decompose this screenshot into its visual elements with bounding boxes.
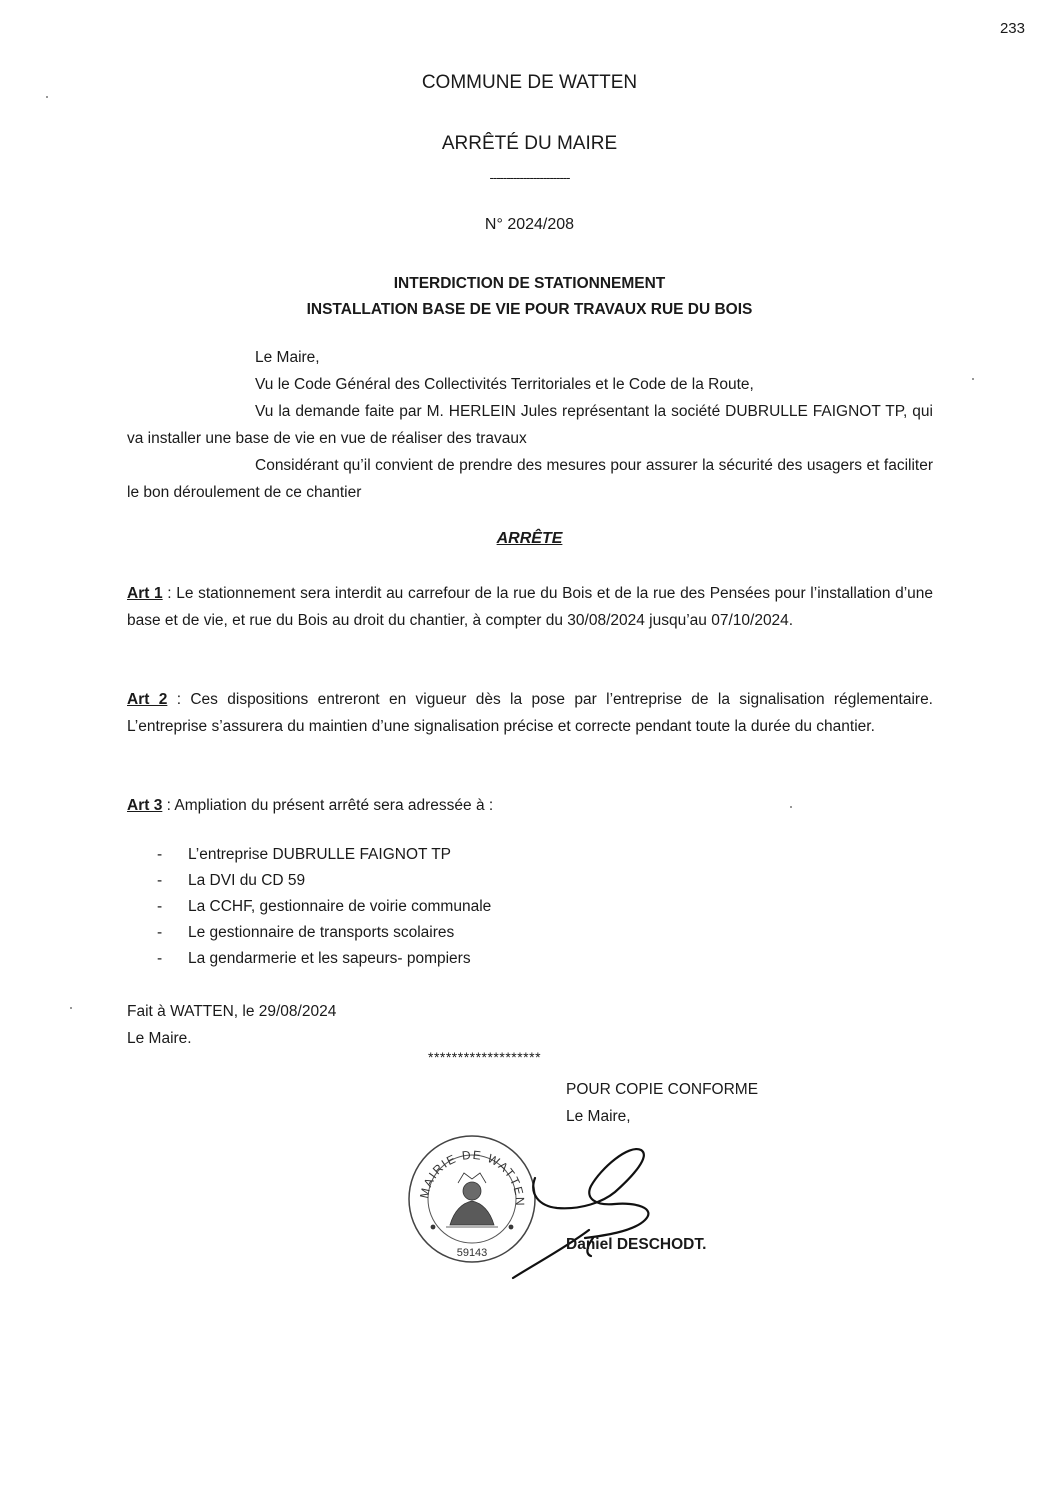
place-date-block	[127, 998, 336, 1052]
document-title: ARRÊTÉ DU MAIRE	[441, 133, 618, 154]
article-1-text: : Le stationnement sera interdit au carrefour de la rue du Bois et de la rue des Pensées pour l’installation d’une base et de vie, et rue du Bois au droit du chantier, à compter du 30/08/2024 jusqu’au 07/10/2024.	[127, 585, 933, 629]
scan-speck	[70, 1007, 72, 1009]
mayor-signature	[505, 1138, 685, 1283]
seal-text-bottom: 59143	[456, 1247, 488, 1259]
list-item: - La gendarmerie et les sapeurs- pompiers	[157, 946, 491, 972]
article-3-text: : Ampliation du présent arrêté sera adressée à :	[162, 797, 494, 814]
page-number: 233	[999, 20, 1025, 37]
list-item: - Le gestionnaire de transports scolaires	[157, 920, 491, 946]
subject-line-2: INSTALLATION BASE DE VIE POUR TRAVAUX RUE DU BOIS	[306, 301, 753, 318]
list-item: - L’entreprise DUBRULLE FAIGNOT TP	[157, 842, 491, 868]
closing-role: Le Maire.	[127, 1030, 192, 1047]
recipient-list	[157, 842, 491, 972]
list-item: - La DVI du CD 59	[157, 868, 491, 894]
scan-speck	[46, 96, 48, 98]
signer-name: Daniel DESCHODT.	[566, 1236, 707, 1253]
preamble-maire: Le Maire,	[255, 349, 320, 366]
arrete-subject	[0, 271, 1059, 323]
article-3-label: Art 3	[127, 797, 163, 814]
place-date: Fait à WATTEN, le 29/08/2024	[127, 1003, 337, 1020]
stars-separator: *******************	[428, 1049, 542, 1065]
preamble-vu-code: Vu le Code Général des Collectivités Territoriales et le Code de la Route,	[255, 376, 754, 393]
copie-conforme-block	[566, 1076, 758, 1130]
article-2	[127, 686, 933, 740]
scan-speck	[972, 378, 974, 380]
subject-line-1: INTERDICTION DE STATIONNEMENT	[393, 275, 666, 292]
article-2-label: Art 2	[127, 691, 168, 708]
preamble-vu-demande: Vu la demande faite par M. HERLEIN Jules représentant la société DUBRULLE FAIGNOT TP, qui va installer une base de vie en vue de réaliser des travaux	[127, 403, 933, 447]
title-divider: ------------------------	[489, 170, 570, 185]
preamble-considerant: Considérant qu’il convient de prendre des mesures pour assurer la sécurité des usagers et faciliter le bon déroulement de ce chantier	[127, 457, 933, 501]
article-1	[127, 580, 933, 634]
preamble	[127, 344, 933, 506]
copie-conforme: POUR COPIE CONFORME	[566, 1081, 759, 1098]
copie-role: Le Maire,	[566, 1108, 631, 1125]
article-3	[127, 792, 933, 819]
commune-heading: COMMUNE DE WATTEN	[421, 72, 638, 93]
article-2-text: : Ces dispositions entreront en vigueur dès la pose par l’entreprise de la signalisation réglementaire. L’entreprise s’assurera du maintien d’une signalisation précise et correcte pendant toute la durée du chantier.	[127, 691, 933, 735]
article-1-label: Art 1	[127, 585, 163, 602]
list-item: - La CCHF, gestionnaire de voirie communale	[157, 894, 491, 920]
arrete-number: N° 2024/208	[484, 216, 575, 233]
scan-speck	[790, 806, 792, 808]
seal-text-top: MAIRIE DE WATTEN	[417, 1147, 528, 1208]
seal-emblem-icon	[431, 1173, 513, 1229]
arrete-heading: ARRÊTE	[496, 530, 563, 547]
